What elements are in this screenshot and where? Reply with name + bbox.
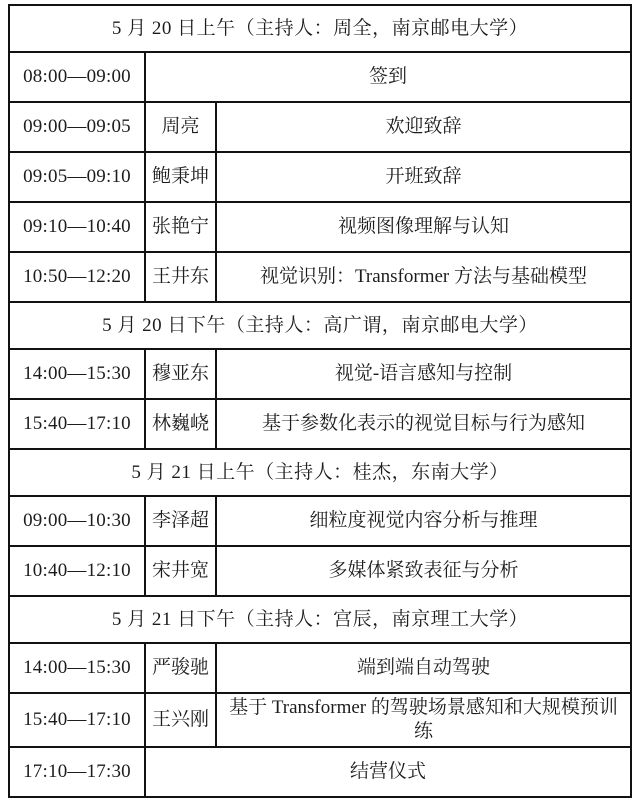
time-cell: 10:40—12:10 [9, 546, 145, 596]
speaker-cell: 张艳宁 [145, 202, 216, 252]
table-row [9, 252, 631, 302]
table-row [9, 202, 631, 252]
session-header: 5 月 20 日上午（主持人：周全，南京邮电大学） [9, 5, 631, 52]
session-header: 5 月 21 日上午（主持人：桂杰，东南大学） [9, 449, 631, 496]
time-cell: 09:10—10:40 [9, 202, 145, 252]
speaker-cell: 穆亚东 [145, 349, 216, 399]
session-header: 5 月 20 日下午（主持人：高广谓，南京邮电大学） [9, 302, 631, 349]
table-row [9, 496, 631, 546]
talk-title-cell: 欢迎致辞 [216, 102, 631, 152]
talk-title-cell: 视觉-语言感知与控制 [216, 349, 631, 399]
speaker-cell: 严骏驰 [145, 643, 216, 693]
speaker-cell: 宋井宽 [145, 546, 216, 596]
time-cell: 15:40—17:10 [9, 399, 145, 449]
time-cell: 17:10—17:30 [9, 747, 145, 797]
schedule-table [8, 4, 632, 798]
time-cell: 08:00—09:00 [9, 52, 145, 102]
time-cell: 09:00—10:30 [9, 496, 145, 546]
talk-title-cell: 端到端自动驾驶 [216, 643, 631, 693]
time-cell: 14:00—15:30 [9, 643, 145, 693]
session-header: 5 月 21 日下午（主持人：宫辰，南京理工大学） [9, 596, 631, 643]
event-cell: 结营仪式 [145, 747, 631, 797]
speaker-cell: 周亮 [145, 102, 216, 152]
speaker-cell: 鲍秉坤 [145, 152, 216, 202]
session-header-row [9, 449, 631, 496]
table-row [9, 693, 631, 747]
time-cell: 14:00—15:30 [9, 349, 145, 399]
table-row [9, 52, 631, 102]
session-header-row [9, 5, 631, 52]
time-cell: 09:00—09:05 [9, 102, 145, 152]
time-cell: 15:40—17:10 [9, 693, 145, 747]
table-row [9, 643, 631, 693]
table-row [9, 747, 631, 797]
speaker-cell: 李泽超 [145, 496, 216, 546]
talk-title-cell: 基于参数化表示的视觉目标与行为感知 [216, 399, 631, 449]
table-row [9, 349, 631, 399]
table-row [9, 546, 631, 596]
speaker-cell: 林巍峣 [145, 399, 216, 449]
talk-title-cell: 细粒度视觉内容分析与推理 [216, 496, 631, 546]
talk-title-cell: 基于 Transformer 的驾驶场景感知和大规模预训练 [216, 693, 631, 747]
table-row [9, 399, 631, 449]
time-cell: 09:05—09:10 [9, 152, 145, 202]
time-cell: 10:50—12:20 [9, 252, 145, 302]
session-header-row [9, 596, 631, 643]
talk-title-cell: 视觉识别：Transformer 方法与基础模型 [216, 252, 631, 302]
event-cell: 签到 [145, 52, 631, 102]
speaker-cell: 王井东 [145, 252, 216, 302]
talk-title-cell: 开班致辞 [216, 152, 631, 202]
talk-title-cell: 多媒体紧致表征与分析 [216, 546, 631, 596]
speaker-cell: 王兴刚 [145, 693, 216, 747]
talk-title-cell: 视频图像理解与认知 [216, 202, 631, 252]
table-row [9, 102, 631, 152]
table-row [9, 152, 631, 202]
session-header-row [9, 302, 631, 349]
